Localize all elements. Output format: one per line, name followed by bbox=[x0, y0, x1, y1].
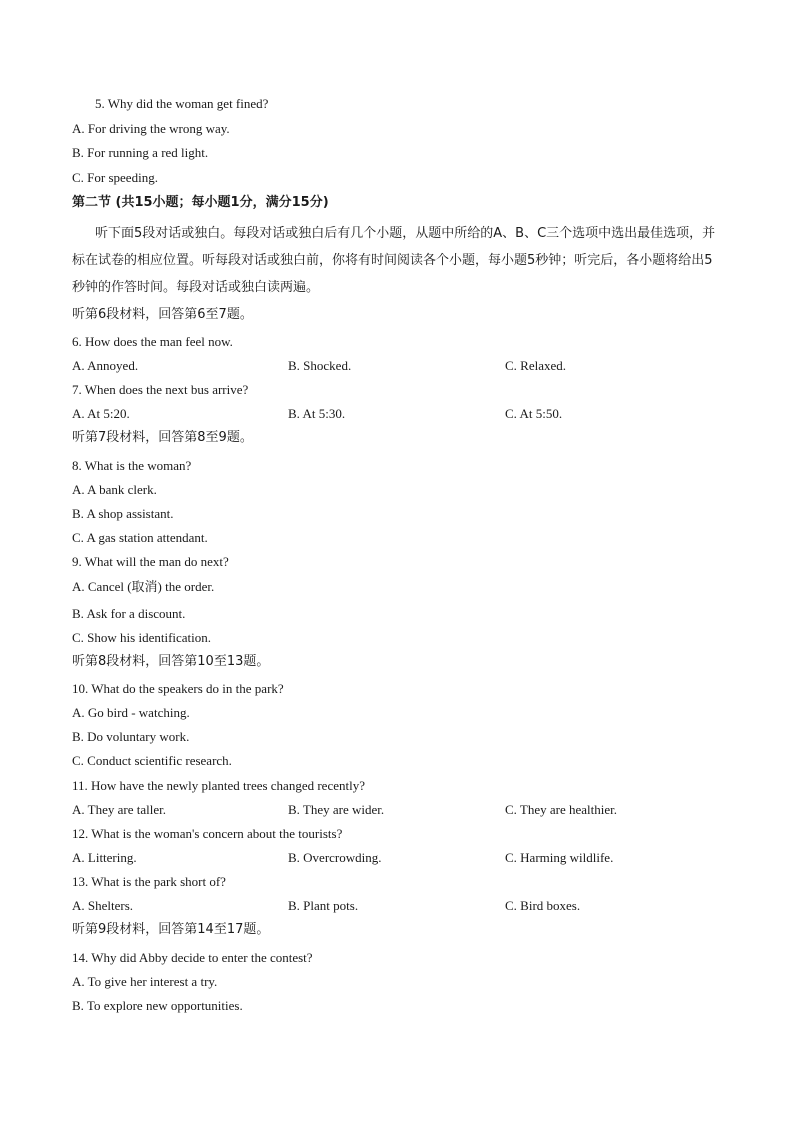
option-12c: C. Harming wildlife. bbox=[505, 850, 614, 865]
question-9: 9. What will the man do next? bbox=[72, 554, 229, 569]
option-13a: A. Shelters. bbox=[72, 898, 134, 913]
option-10a: A. Go bird - watching. bbox=[72, 705, 190, 720]
option-5b: B. For running a red light. bbox=[72, 145, 209, 160]
question-10: 10. What do the speakers do in the park? bbox=[72, 681, 284, 696]
option-11a: A. They are taller. bbox=[72, 802, 166, 817]
section-2-heading: 第二节 (共15小题；每小题1分，满分15分) bbox=[72, 195, 329, 210]
option-14a: A. To give her interest a try. bbox=[72, 974, 218, 989]
option-13c: C. Bird boxes. bbox=[505, 898, 581, 913]
material-9-label: 听第9段材料，回答第14至17题。 bbox=[72, 922, 270, 937]
option-12a: A. Littering. bbox=[72, 850, 137, 865]
option-11b: B. They are wider. bbox=[288, 802, 385, 817]
option-9b: B. Ask for a discount. bbox=[72, 606, 186, 621]
option-9a: A. Cancel (取消) the order. bbox=[72, 579, 215, 594]
option-7b: B. At 5:30. bbox=[288, 406, 346, 421]
question-6: 6. How does the man feel now. bbox=[72, 334, 233, 349]
option-7a: A. At 5:20. bbox=[72, 406, 130, 421]
option-10b: B. Do voluntary work. bbox=[72, 729, 190, 744]
option-13b: B. Plant pots. bbox=[288, 898, 359, 913]
option-6a: A. Annoyed. bbox=[72, 358, 139, 373]
option-11c: C. They are healthier. bbox=[505, 802, 618, 817]
question-8: 8. What is the woman? bbox=[72, 458, 192, 473]
option-14b: B. To explore new opportunities. bbox=[72, 998, 243, 1013]
question-5: 5. Why did the woman get fined? bbox=[95, 96, 269, 111]
question-14: 14. Why did Abby decide to enter the contest? bbox=[72, 950, 313, 965]
option-8b: B. A shop assistant. bbox=[72, 506, 174, 521]
question-12: 12. What is the woman's concern about the tourists? bbox=[72, 826, 343, 841]
option-10c: C. Conduct scientific research. bbox=[72, 753, 232, 768]
option-9c: C. Show his identification. bbox=[72, 630, 212, 645]
material-6-label: 听第6段材料，回答第6至7题。 bbox=[72, 307, 253, 322]
question-7: 7. When does the next bus arrive? bbox=[72, 382, 249, 397]
question-11: 11. How have the newly planted trees changed recently? bbox=[72, 778, 365, 793]
option-5c: C. For speeding. bbox=[72, 170, 158, 185]
option-8c: C. A gas station attendant. bbox=[72, 530, 208, 545]
option-6c: C. Relaxed. bbox=[505, 358, 567, 373]
option-6b: B. Shocked. bbox=[288, 358, 352, 373]
option-5a: A. For driving the wrong way. bbox=[72, 121, 230, 136]
question-13: 13. What is the park short of? bbox=[72, 874, 226, 889]
material-7-label: 听第7段材料，回答第8至9题。 bbox=[72, 430, 253, 445]
option-12b: B. Overcrowding. bbox=[288, 850, 382, 865]
option-7c: C. At 5:50. bbox=[505, 406, 563, 421]
option-8a: A. A bank clerk. bbox=[72, 482, 157, 497]
section-2-instructions: 听下面5段对话或独白。每段对话或独白后有几个小题，从题中所给的A、B、C三个选项中选出最佳选项，并标在试卷的相应位置。听每段对话或独白前，你将有时间阅读各个小题，每小题5秒钟；听完后，各小题将给出5秒钟的作答时间。每段对话或独白读两遍。 bbox=[72, 226, 716, 295]
material-8-label: 听第8段材料，回答第10至13题。 bbox=[72, 654, 270, 669]
